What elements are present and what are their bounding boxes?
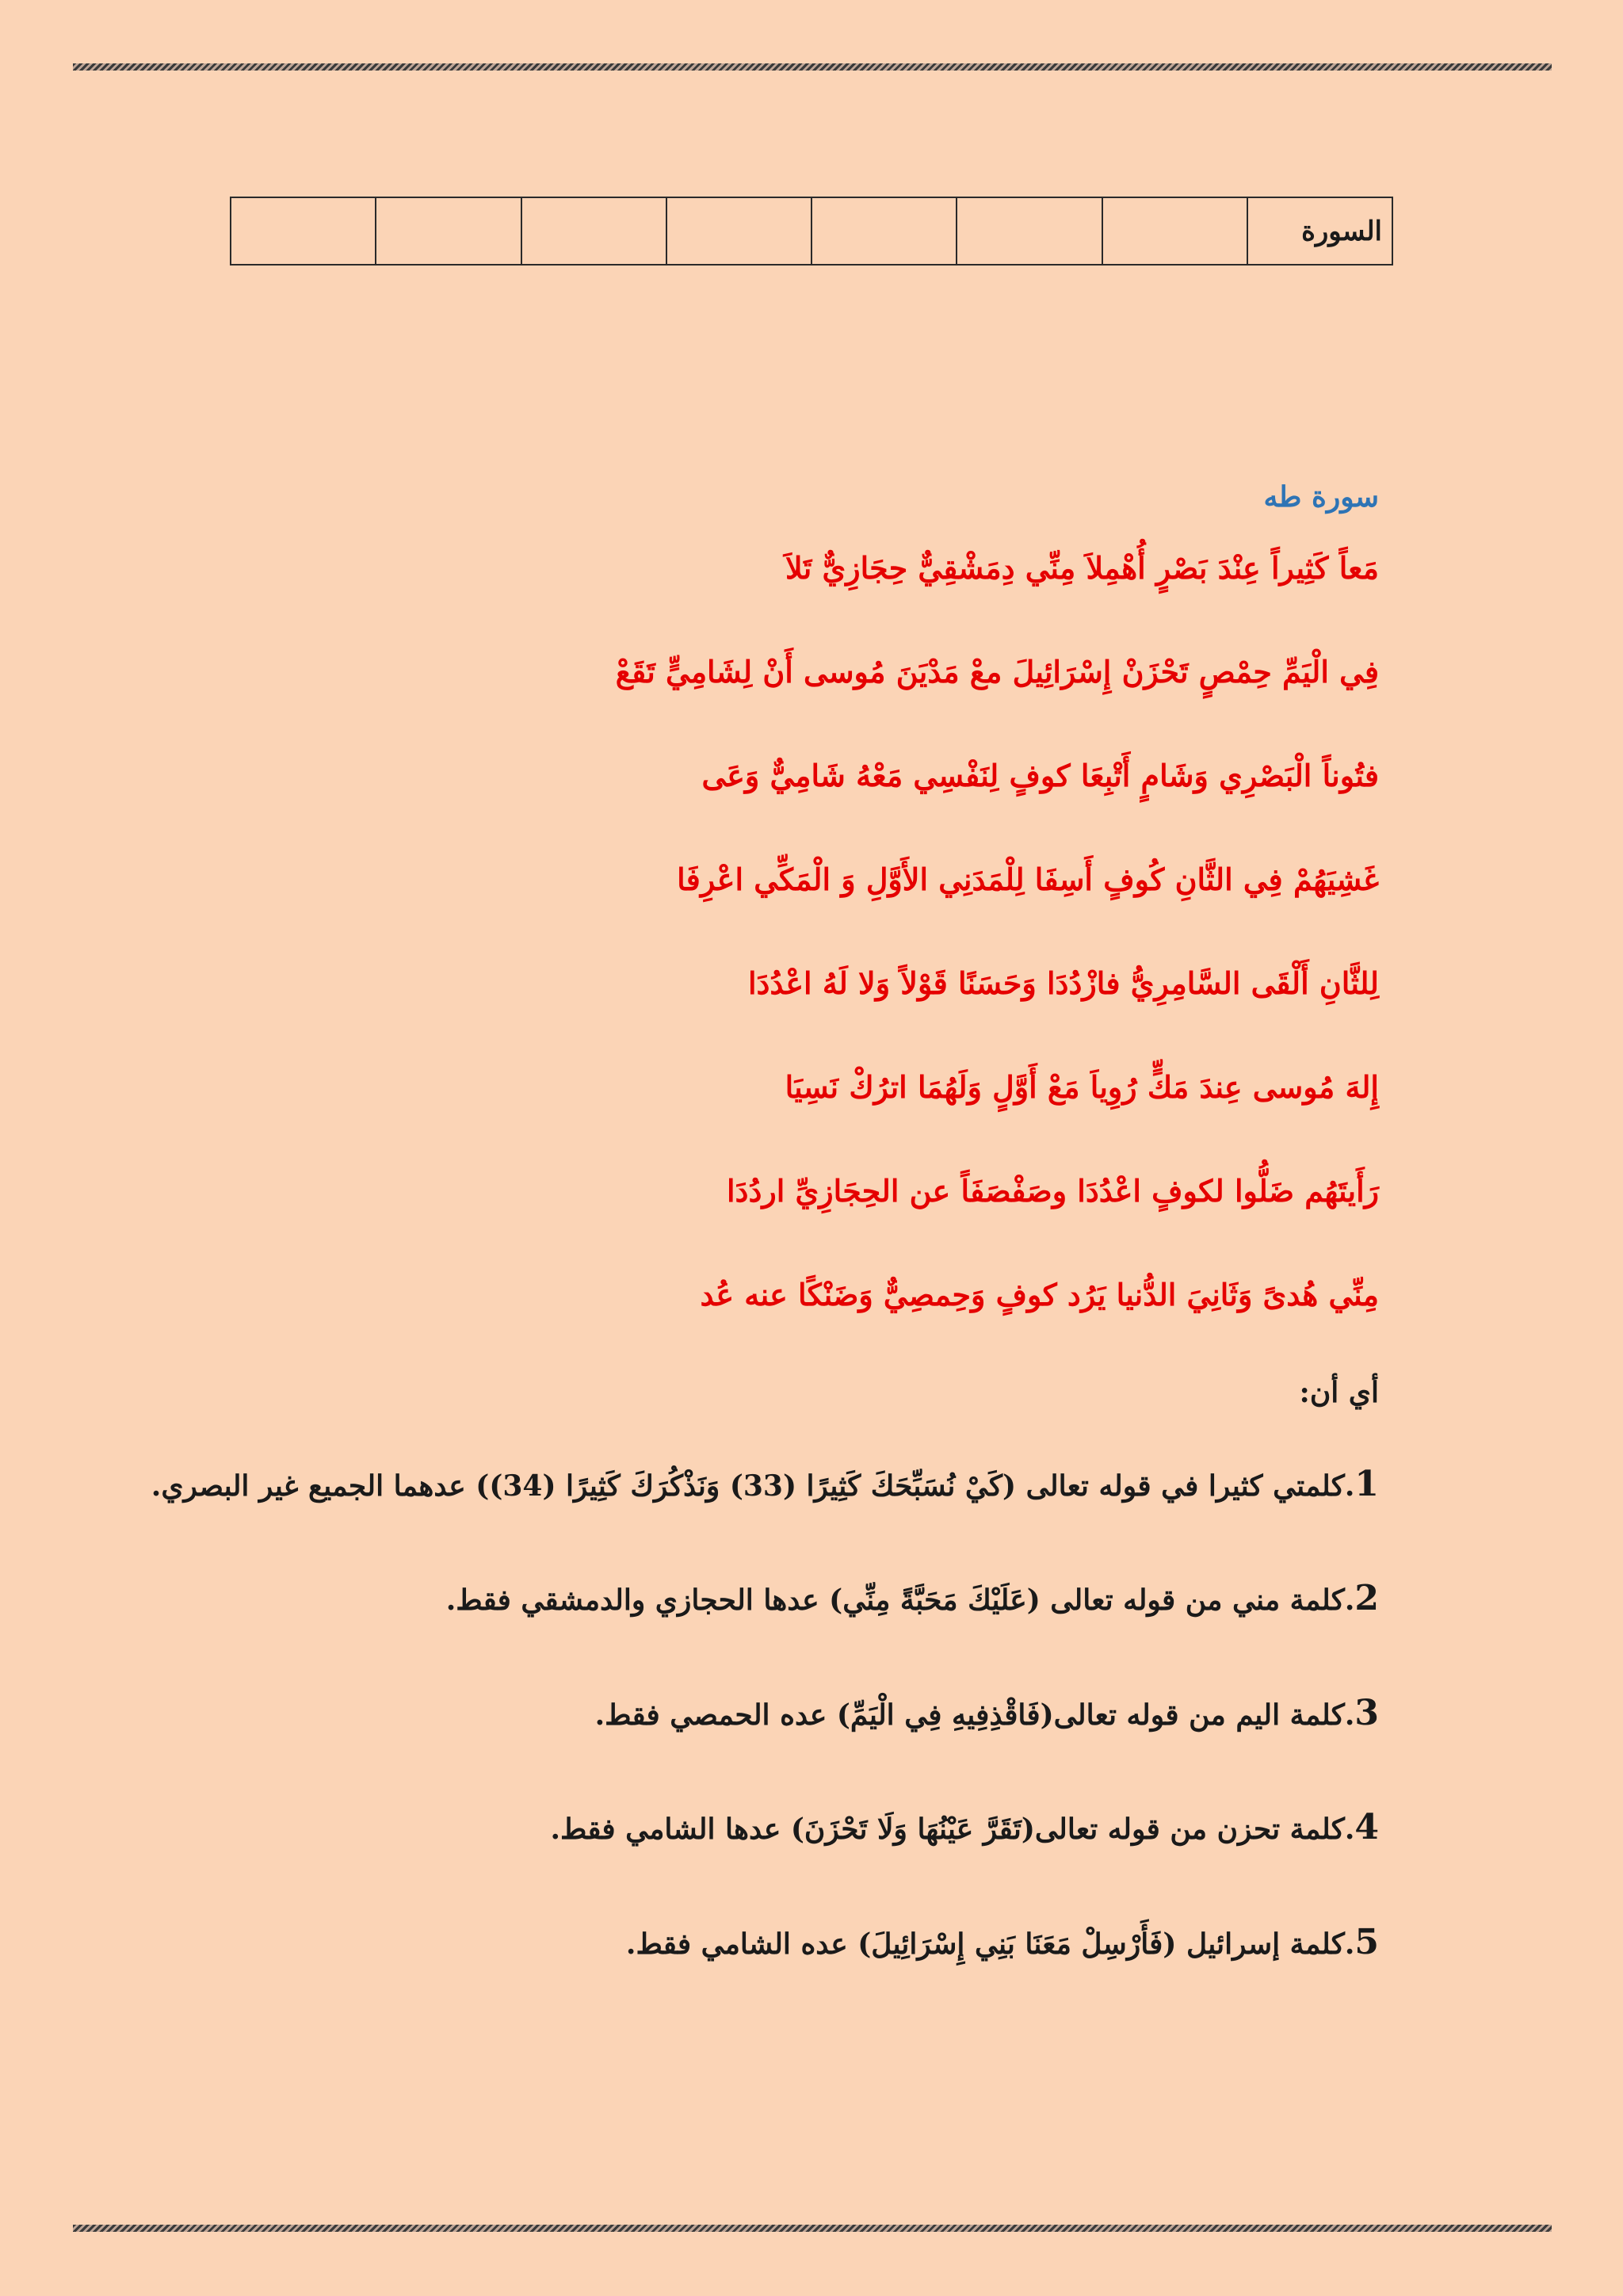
explanation-item (143, 1452, 1379, 1516)
item-number: 1 (1354, 1464, 1379, 1504)
table-cell (812, 197, 957, 265)
poem-line: رَأَيتَهُم ضَلُّوا لكوفٍ اعْدُدَا وصَفْصَفَاً عن الحِجَازِيِّ اردُدَا (726, 1173, 1379, 1209)
item-number: 5 (1354, 1921, 1379, 1962)
surah-title: سورة طه (1263, 480, 1379, 514)
bottom-decorative-rule (73, 2225, 1552, 2232)
surah-header-table (230, 197, 1393, 266)
table-cell (521, 197, 666, 265)
poem-line: فِي الْيَمِّ حِمْصٍ تَحْزَنْ إِسْرَائِيلَ معْ مَدْيَنَ مُوسى أَنْ لِشَامِيٍّ تَقَعْ (615, 654, 1379, 690)
item-text: .كلمة إسرائيل (فَأَرْسِلْ مَعَنَا بَنِي إِسْرَائِيلَ) عده الشامي فقط. (625, 1927, 1355, 1961)
table-cell (376, 197, 521, 265)
document-body (151, 476, 1379, 2024)
poem-line: لِلثَّانِ أَلْقَى السَّامِرِيُّ فازْدُدَا وَحَسَنًا قَوْلاً وَلا لَهُ اعْدُدَا (747, 965, 1379, 1001)
item-text: .كلمة تحزن من قوله تعالى(تَقَرَّ عَيْنُهَا وَلَا تَحْزَنَ) عدها الشامي فقط. (550, 1813, 1355, 1847)
explanation-item (244, 1910, 1379, 1974)
item-number: 4 (1354, 1807, 1379, 1848)
poem-line: مَعاً كَثِيراً عِنْدَ بَصْرٍ أُهْمِلاَ مِنِّي دِمَشْقِيٌّ حِجَازِيٌّ تَلاَ (785, 550, 1379, 586)
item-text: .كلمة مني من قوله تعالى (عَلَيْكَ مَحَبَّةً مِنِّي) عدها الحجازي والدمشقي فقط. (445, 1584, 1355, 1618)
poem-line: مِنِّي هُدىً وَثَانِيَ الدُّنيا يَرُد كوفٍ وَحِمصِيٌّ وَضَنْكًا عنه عُد (700, 1277, 1379, 1312)
surah-label-cell: السورة (1247, 197, 1392, 265)
table-cell (666, 197, 812, 265)
table-cell (957, 197, 1102, 265)
item-number: 3 (1354, 1692, 1379, 1733)
top-decorative-rule (73, 63, 1552, 71)
poem-line: فتُوناً الْبَصْرِي وَشَامٍ أَتْبِعَا كوفٍ لِنَفْسِي مَعْهُ شَامِيٌّ وَعَى (701, 758, 1379, 793)
poem-line: إِلهَ مُوسى عِندَ مَكٍّ رُوِياَ مَعْ أَوَّلٍ وَلَهُمَا اترُكْ نَسِيَا (785, 1069, 1379, 1105)
explanation-item (244, 1795, 1379, 1859)
item-text: .كلمتي كثيرا في قوله تعالى (كَيْ نُسَبِّحَكَ كَثِيرًا (33) وَنَذْكُرَكَ كَثِيرًا (34)) عدهما الجميع غير البصري. (151, 1469, 1355, 1503)
table-cell (1102, 197, 1247, 265)
table-cell (231, 197, 376, 265)
explanation-item (244, 1681, 1379, 1745)
item-number: 2 (1354, 1578, 1379, 1619)
poem-line: غَشِيَهُمْ فِي الثَّانِ كُوفٍ أَسِفَا لِلْمَدَنِي الأَوَّلِ وَ الْمَكِّي اعْرِفَا (677, 861, 1379, 897)
explanation-item (244, 1566, 1379, 1630)
explanation-intro: أي أن: (1299, 1376, 1379, 1409)
item-text: .كلمة اليم من قوله تعالى(فَاقْذِفِيهِ فِي الْيَمِّ) عده الحمصي فقط. (594, 1698, 1355, 1732)
poem (244, 545, 1379, 1376)
table-row (231, 197, 1392, 265)
